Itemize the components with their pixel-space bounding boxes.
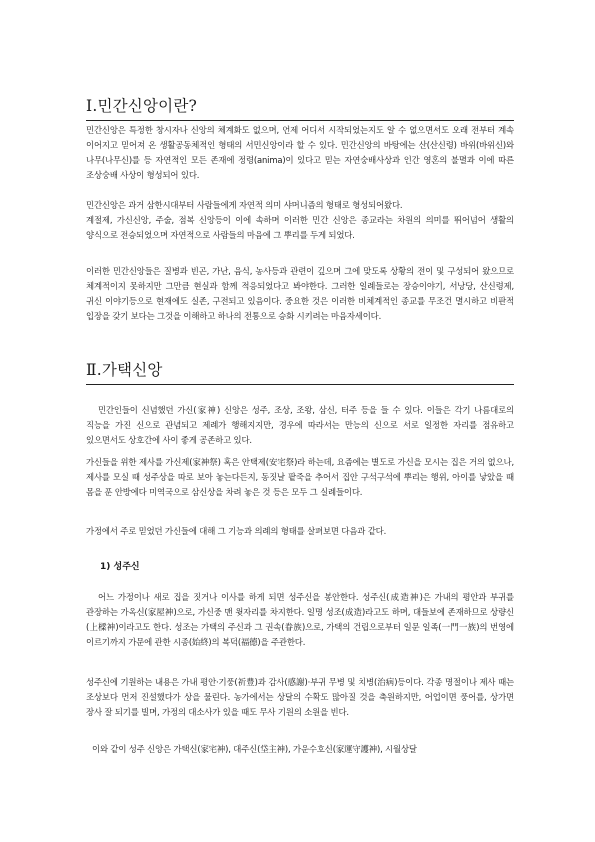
subsection-1-paragraph-3: 이와 같이 성주 신앙은 가택신(家宅神), 대주신(垈主神), 가운수호신(家運守護神), 시월상달 bbox=[92, 744, 417, 754]
section-1-paragraph-1: 민간신앙은 특정한 창시자나 신앙의 체계화도 없으며, 언제 어디서 시작되었는지도 알 수 없으면서도 오래 전부터 계속 이어지고 믿어져 온 생활공동체적인 형태의 서민신앙이라 할 수 있다. 민간신앙의 바탕에는 산(산신령) 바위(바위신)와 나무(나무신)를 등 자연적인 모든 존재에 정령(anima)이 있다고 믿는 자연숭배사상과 인간 영혼의 불멸과 이에 따른 조상숭배 사상이 형성되어 있다. bbox=[86, 125, 514, 180]
section-1-paragraph-3: 계절제, 가신신앙, 주술, 점복 신앙등이 이에 속하며 이러한 민간 신앙은 종교라는 차원의 의미를 뛰어넘어 생활의 양식으로 전승되었으며 자연적으로 사람들의 마음에 그 뿌리를 두게 되었다. bbox=[86, 215, 514, 240]
subsection-1-paragraph-2: 성주신에 기원하는 내용은 가내 평안·기풍(祈豊)과 감사(感謝)·부귀 무병 및 치병(治病)등이다. 각종 명절이나 제사 때는 조상보다 먼저 진설했다가 상을 물린다. 농가에서는 상달의 수확도 많아질 것을 축원하지만, 어업이면 풍어를, 상가면 장사 잘 되기를 빌며, 가정의 대소사가 있을 때도 무사 기원의 소원을 빈다. bbox=[86, 677, 514, 717]
section-1-rule bbox=[86, 120, 514, 121]
section-2-paragraph-2: 가신들을 위한 제사를 가신제(家神祭) 혹은 안택제(安宅祭)라 하는데, 요즘에는 별도로 가신을 모시는 집은 거의 없으나, 제사를 모실 때 성주상을 따로 보아 놓는다든지, 동짓날 팥죽을 추어서 집안 구석구석에 뿌리는 행위, 아이를 낳았을 때 몸을 푼 안방에다 미역국으로 삼신상을 차려 놓은 것 등은 모두 그 실례들이다. bbox=[86, 457, 514, 497]
section-2-paragraph-3: 가정에서 주로 믿었던 가신들에 대해 그 기능과 의례의 형태를 살펴보면 다음과 같다. bbox=[86, 526, 387, 536]
subsection-1-paragraph-1: 어느 가정이나 새로 집을 짓거나 이사를 하게 되면 성주신을 봉안한다. 성주신(成造神)은 가내의 평안과 부귀를 관장하는 가옥신(家屋神)으로, 가신중 맨 윗자리를 차지한다. 일명 성조(成造)라고도 하며, 대들보에 존재하므로 상량신(上樑神)이라고도 한다. 성조는 가택의 주신과 그 권속(眷族)으로, 가택의 건립으로부터 일문 일족(一門一族)의 번영에 이르기까지 가문에 관한 시종(始終)의 복덕(福德)을 주관한다. bbox=[86, 592, 514, 647]
section-2-title: Ⅱ.가택신앙 bbox=[86, 361, 163, 379]
section-1-paragraph-2: 민간신앙은 과거 삼한시대부터 사람들에게 자연적 의미 샤머니즘의 형태로 형성되어왔다. bbox=[86, 200, 403, 210]
subsection-1-title: 1) 성주신 bbox=[100, 562, 140, 572]
section-1-paragraph-4: 이러한 민간신앙들은 질병과 빈곤, 가난, 음식, 농사등과 관련이 깊으며 그에 맞도록 상황의 전이 및 구성되어 왔으므로 체계적이지 못하지만 그만큼 현실과 함께 적응되었다고 봐야한다. 그러한 일례들로는 장승이야기, 서낭당, 산신령제, 귀신 이야기등으로 현재에도 실존, 구전되고 있음이다. 중요한 것은 이러한 비체계적인 종교를 무조건 멸시하고 비판적 입장을 갖기 보다는 그것을 이해하고 하나의 전통으로 승화 시키려는 마음자세이다. bbox=[86, 266, 514, 321]
section-2-rule bbox=[86, 384, 514, 385]
section-1-title: Ⅰ.민간신앙이란? bbox=[86, 97, 197, 115]
section-2-paragraph-1: 민간인들이 신념했던 가신(家神) 신앙은 성주, 조상, 조왕, 삼신, 터주 등을 들 수 있다. 이들은 각기 나름대로의 직능을 가진 신으로 관념되고 제례가 행해지지만, 경우에 따라서는 만능의 신으로 서로 일정한 자리를 점유하고 있으면서도 상호간에 사이 좋게 공존하고 있다. bbox=[86, 405, 514, 445]
